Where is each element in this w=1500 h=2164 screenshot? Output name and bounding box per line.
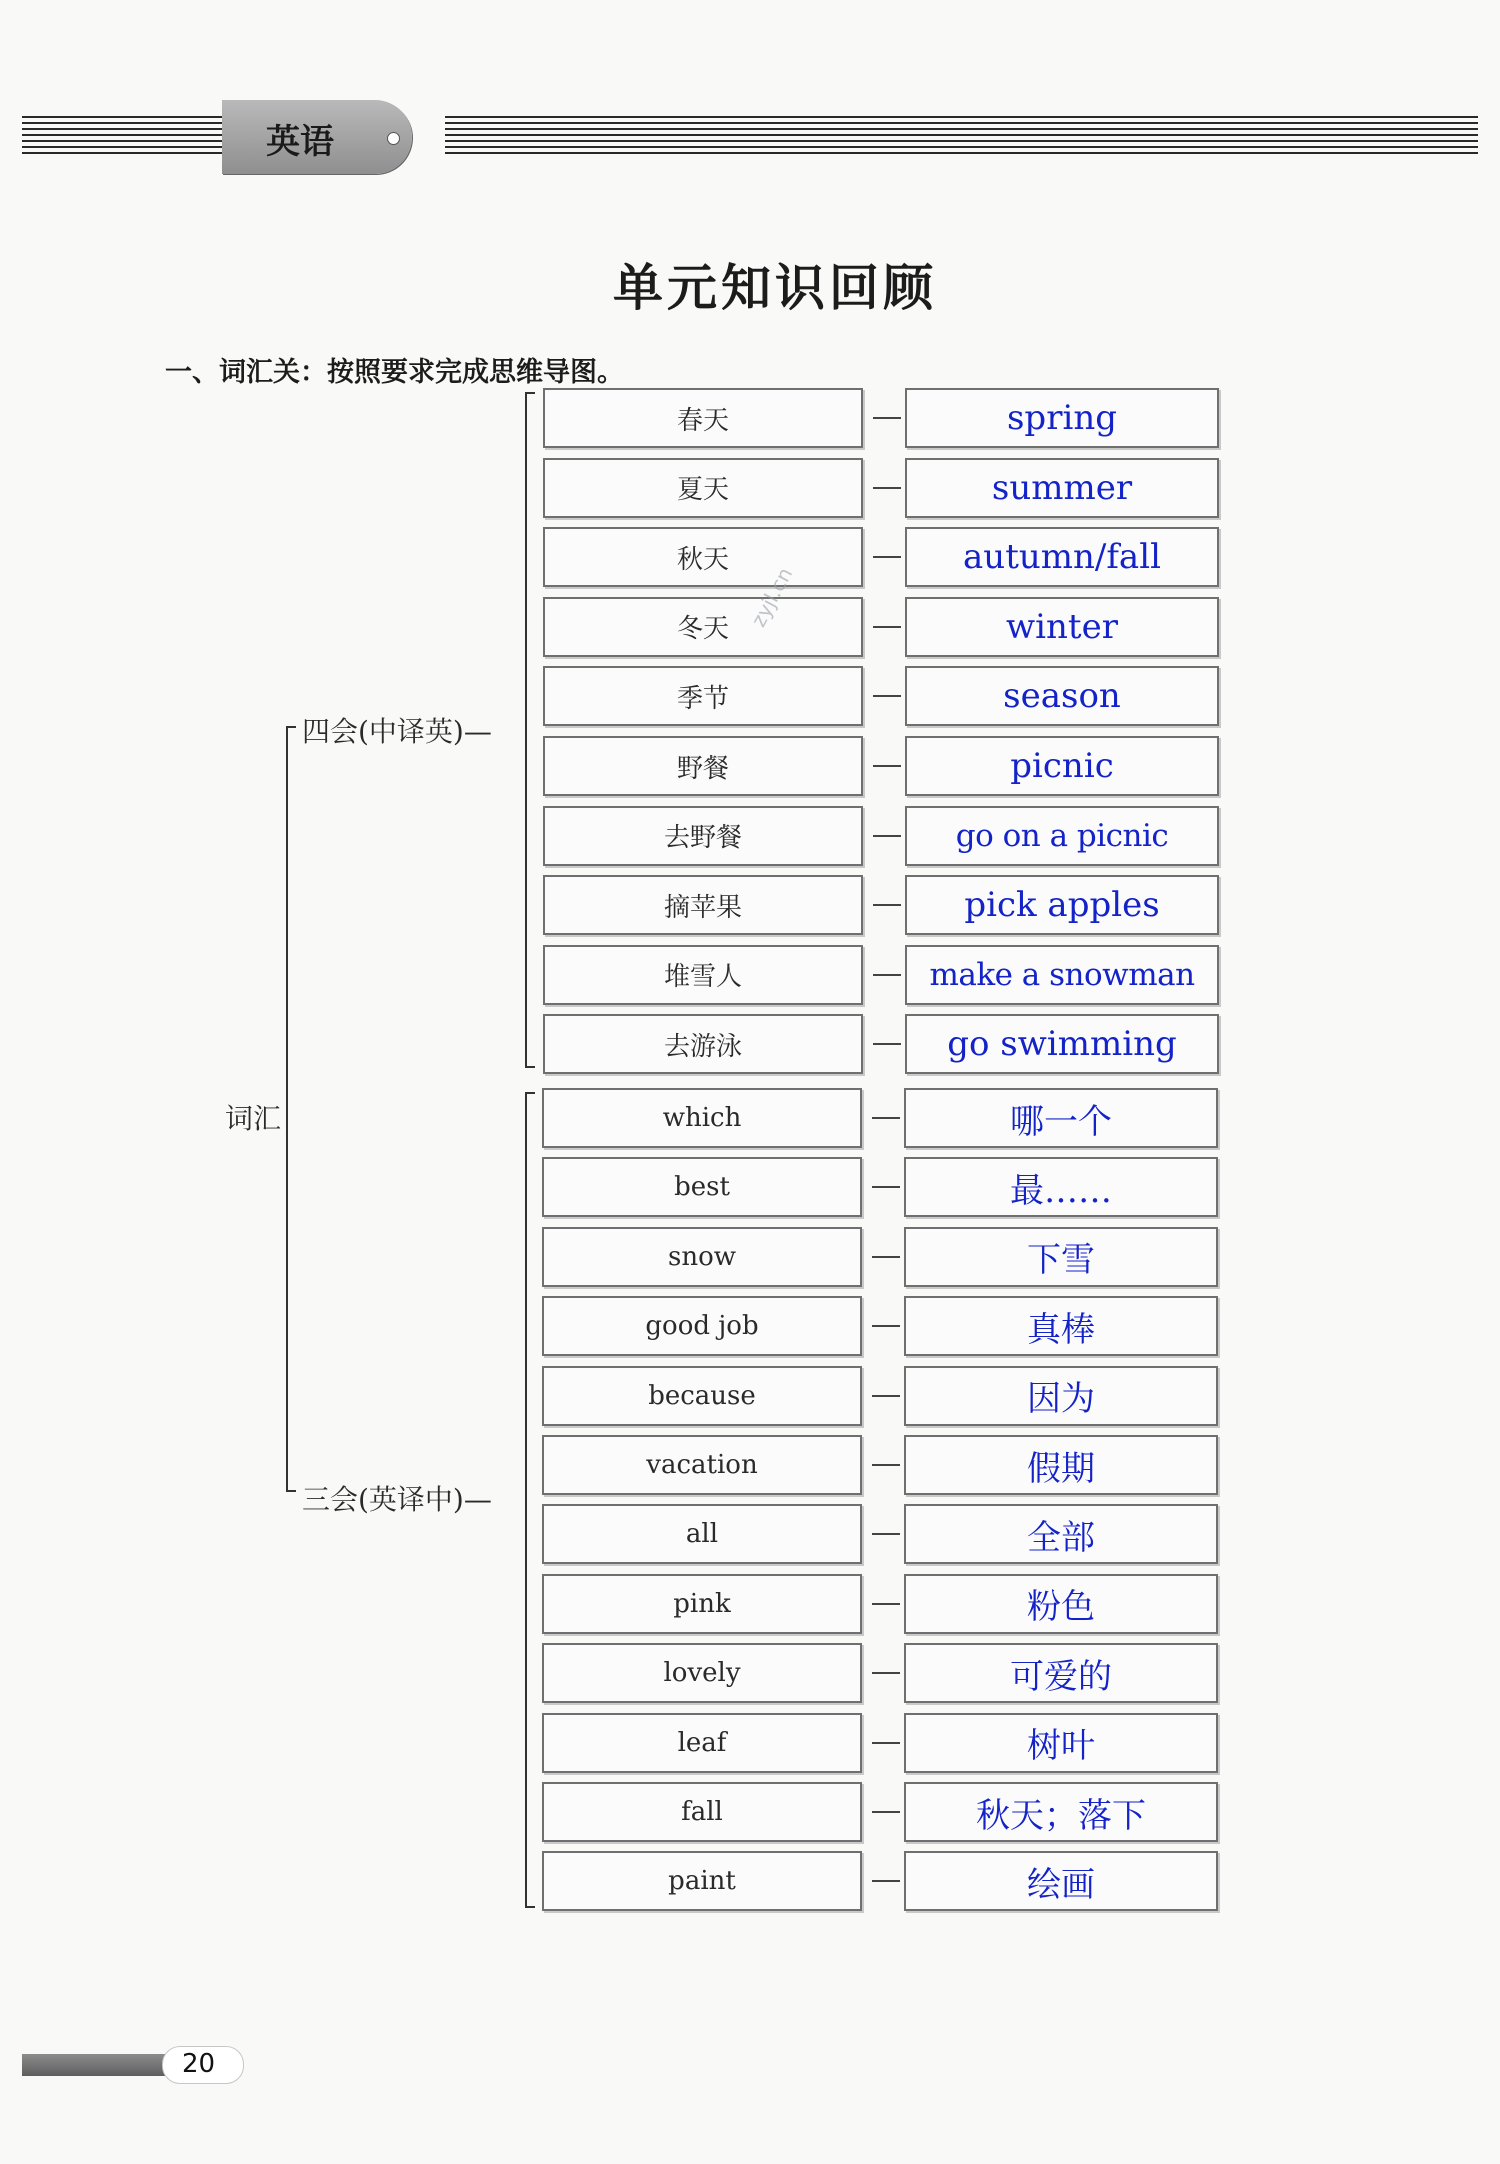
tab-dot-icon	[387, 132, 400, 145]
four-skill-answer-box: pick apples	[905, 875, 1219, 935]
dash-connector	[872, 1603, 900, 1605]
header-stripes-left	[22, 116, 224, 156]
four-skill-answer-box: make a snowman	[905, 945, 1219, 1005]
four-skill-prompt-box: 堆雪人	[543, 945, 863, 1005]
dash-connector	[872, 1256, 900, 1258]
dash-connector	[873, 1043, 901, 1045]
four-skill-prompt-box: 去游泳	[543, 1014, 863, 1074]
three-skill-answer-box: 可爱的	[904, 1643, 1218, 1703]
dash-connector	[873, 765, 901, 767]
dash-connector	[873, 487, 901, 489]
root-label: 词汇	[225, 1102, 282, 1135]
dash-connector	[873, 417, 901, 419]
three-skill-answer-box: 绘画	[904, 1851, 1218, 1911]
dash-connector	[872, 1880, 900, 1882]
dash-connector	[872, 1117, 900, 1119]
three-skill-prompt-box: lovely	[542, 1643, 862, 1703]
three-skill-prompt-box: good job	[542, 1296, 862, 1356]
three-skill-prompt-box: fall	[542, 1782, 862, 1842]
four-skill-bracket-bottom	[525, 1066, 535, 1068]
three-skill-answer-box: 最……	[904, 1157, 1218, 1217]
watermark: zyjl.cn	[746, 563, 798, 631]
three-skill-prompt-box: best	[542, 1157, 862, 1217]
three-skill-bracket-bottom	[525, 1906, 535, 1908]
three-skill-answer-box: 哪一个	[904, 1088, 1218, 1148]
four-skill-prompt-box: 秋天	[543, 527, 863, 587]
three-skill-answer-box: 真棒	[904, 1296, 1218, 1356]
four-skill-answer-box: spring	[905, 388, 1219, 448]
root-tick-bottom	[286, 1490, 296, 1492]
four-skill-answer-box: picnic	[905, 736, 1219, 796]
three-skill-label: 三会(英译中)—	[302, 1483, 492, 1516]
dash-connector	[873, 974, 901, 976]
three-skill-prompt-box: snow	[542, 1227, 862, 1287]
dash-connector	[872, 1672, 900, 1674]
four-skill-prompt-box: 去野餐	[543, 806, 863, 866]
four-skill-answer-box: season	[905, 666, 1219, 726]
page-number: 20	[182, 2049, 216, 2079]
four-skill-label: 四会(中译英)—	[302, 715, 492, 748]
subject-tab	[222, 100, 412, 174]
four-skill-answer-box: go on a picnic	[905, 806, 1219, 866]
four-skill-prompt-box: 春天	[543, 388, 863, 448]
dash-connector	[872, 1533, 900, 1535]
three-skill-prompt-box: vacation	[542, 1435, 862, 1495]
three-skill-prompt-box: paint	[542, 1851, 862, 1911]
three-skill-answer-box: 粉色	[904, 1574, 1218, 1634]
section-heading: 一、词汇关：按照要求完成思维导图。	[165, 357, 624, 388]
four-skill-answer-box: autumn/fall	[905, 527, 1219, 587]
subject-label: 英语	[266, 122, 334, 162]
dash-connector	[873, 835, 901, 837]
three-skill-answer-box: 因为	[904, 1366, 1218, 1426]
three-skill-answer-box: 假期	[904, 1435, 1218, 1495]
four-skill-answer-box: go swimming	[905, 1014, 1219, 1074]
three-skill-prompt-box: all	[542, 1504, 862, 1564]
three-skill-answer-box: 全部	[904, 1504, 1218, 1564]
three-skill-prompt-box: pink	[542, 1574, 862, 1634]
dash-connector	[872, 1395, 900, 1397]
four-skill-answer-box: winter	[905, 597, 1219, 657]
three-skill-bracket	[525, 1092, 527, 1908]
root-trunk-line	[286, 726, 288, 1492]
root-tick-top	[286, 726, 296, 728]
three-skill-bracket-top	[525, 1092, 535, 1094]
dash-connector	[872, 1325, 900, 1327]
three-skill-answer-box: 下雪	[904, 1227, 1218, 1287]
three-skill-prompt-box: because	[542, 1366, 862, 1426]
dash-connector	[873, 626, 901, 628]
page-title: 单元知识回顾	[613, 258, 937, 317]
four-skill-prompt-box: 冬天	[543, 597, 863, 657]
three-skill-prompt-box: leaf	[542, 1713, 862, 1773]
dash-connector	[872, 1186, 900, 1188]
four-skill-answer-box: summer	[905, 458, 1219, 518]
dash-connector	[872, 1811, 900, 1813]
three-skill-answer-box: 树叶	[904, 1713, 1218, 1773]
four-skill-prompt-box: 摘苹果	[543, 875, 863, 935]
three-skill-answer-box: 秋天；落下	[904, 1782, 1218, 1842]
dash-connector	[873, 556, 901, 558]
three-skill-prompt-box: which	[542, 1088, 862, 1148]
header-stripes-right	[445, 116, 1478, 156]
four-skill-bracket-top	[525, 392, 535, 394]
four-skill-prompt-box: 夏天	[543, 458, 863, 518]
dash-connector	[872, 1742, 900, 1744]
dash-connector	[873, 695, 901, 697]
dash-connector	[872, 1464, 900, 1466]
four-skill-prompt-box: 野餐	[543, 736, 863, 796]
four-skill-bracket	[525, 392, 527, 1068]
dash-connector	[873, 904, 901, 906]
four-skill-prompt-box: 季节	[543, 666, 863, 726]
footer-bar	[22, 2054, 172, 2076]
